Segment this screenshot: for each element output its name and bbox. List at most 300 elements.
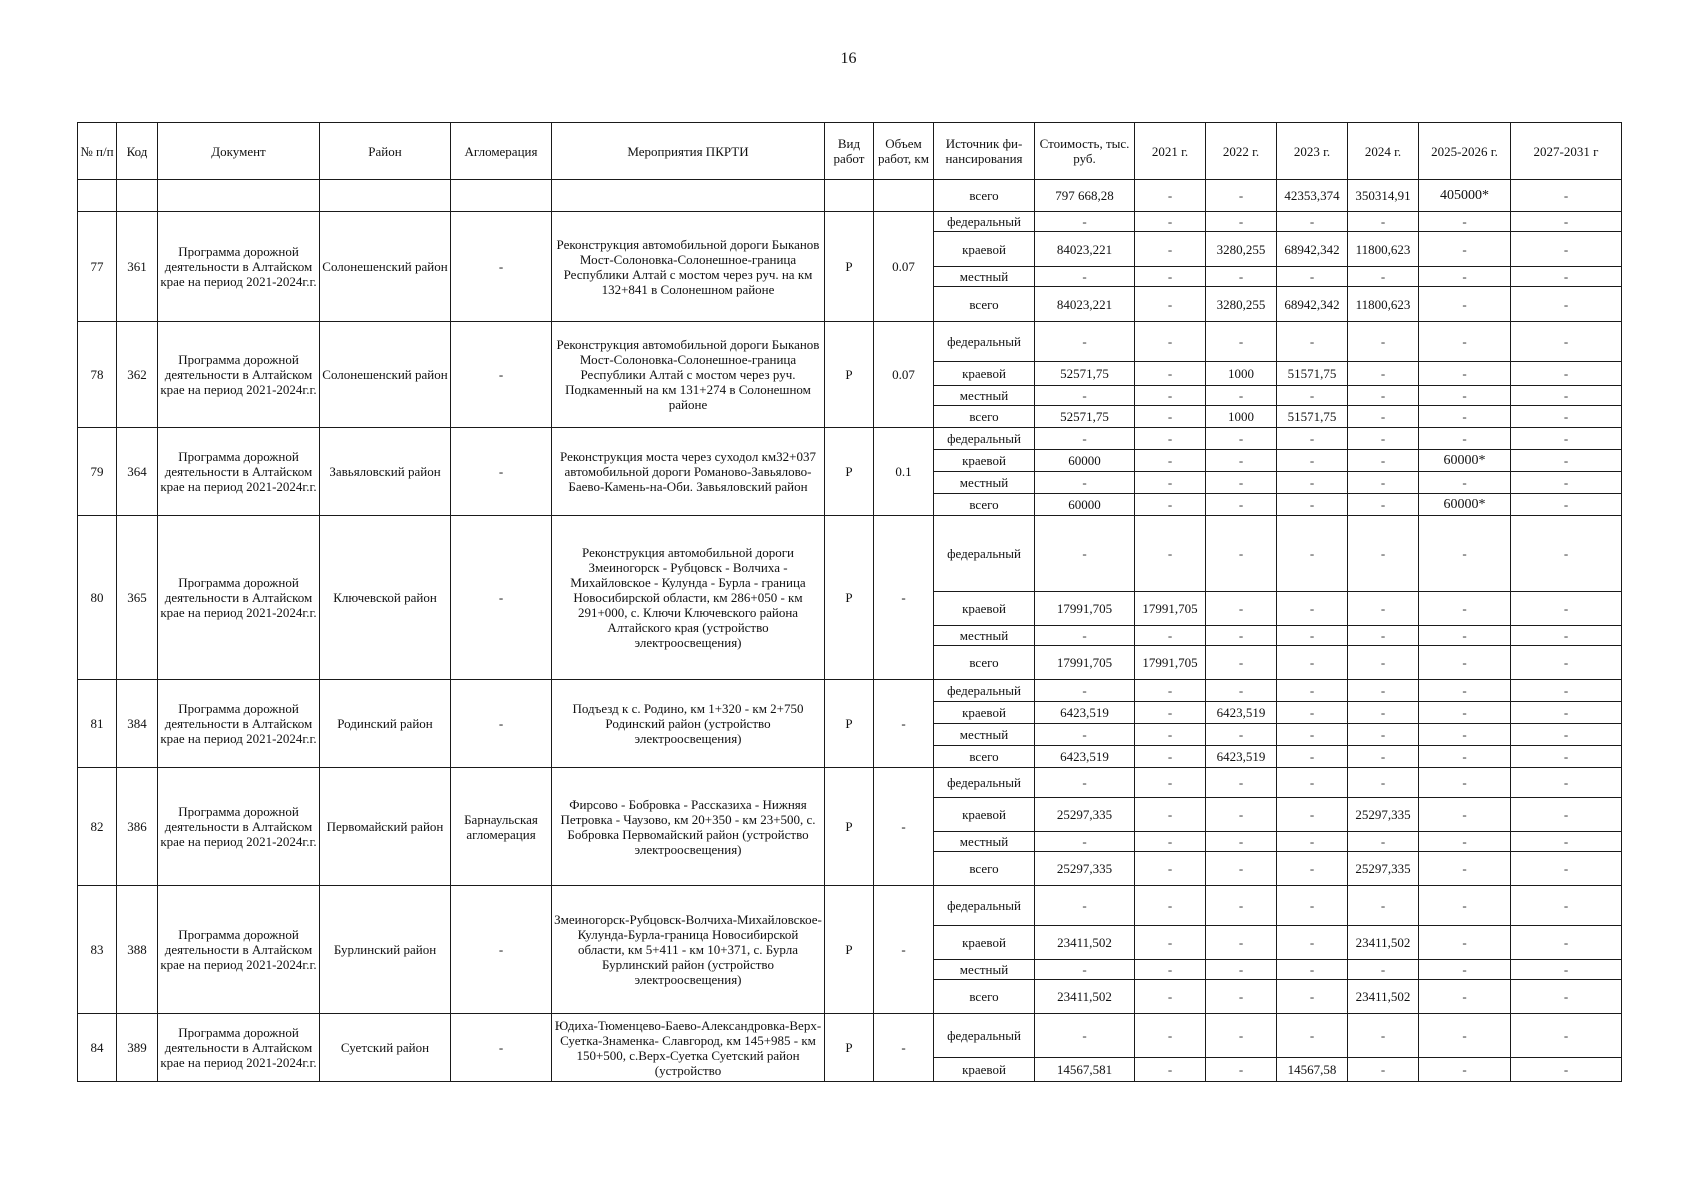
program-table xyxy=(77,122,1622,1082)
y2022-cell: - xyxy=(1206,724,1277,746)
funding-source-cell: всего xyxy=(934,287,1035,322)
y2024-cell: - xyxy=(1348,592,1419,626)
y2021-cell: - xyxy=(1135,980,1206,1014)
y2027-2031-cell: - xyxy=(1511,1058,1622,1082)
work-type-cell: Р xyxy=(825,516,874,680)
y2021-cell: 17991,705 xyxy=(1135,592,1206,626)
y2021-cell: - xyxy=(1135,1058,1206,1082)
row-number-cell: 78 xyxy=(78,322,117,428)
y2027-2031-cell: - xyxy=(1511,362,1622,386)
y2024-cell: - xyxy=(1348,428,1419,450)
y2021-cell: - xyxy=(1135,746,1206,768)
y2021-cell: - xyxy=(1135,362,1206,386)
funding-source-cell: федеральный xyxy=(934,768,1035,798)
cost-cell: 6423,519 xyxy=(1035,702,1135,724)
funding-source-cell: всего xyxy=(934,852,1035,886)
y2024-cell: - xyxy=(1348,832,1419,852)
y2027-2031-cell: - xyxy=(1511,232,1622,267)
y2025-2026-cell: - xyxy=(1419,680,1511,702)
y2027-2031-cell: - xyxy=(1511,472,1622,494)
y2025-2026-cell: - xyxy=(1419,746,1511,768)
y2022-cell: - xyxy=(1206,626,1277,646)
y2024-cell: 25297,335 xyxy=(1348,852,1419,886)
y2023-cell: 42353,374 xyxy=(1277,180,1348,212)
y2025-2026-cell: - xyxy=(1419,406,1511,428)
y2027-2031-cell: - xyxy=(1511,832,1622,852)
y2025-2026-cell: - xyxy=(1419,886,1511,926)
y2027-2031-cell: - xyxy=(1511,428,1622,450)
code-cell: 384 xyxy=(117,680,158,768)
y2027-2031-cell: - xyxy=(1511,980,1622,1014)
y2025-2026-cell: - xyxy=(1419,646,1511,680)
y2022-cell: - xyxy=(1206,494,1277,516)
table-row xyxy=(78,322,1622,362)
funding-source-cell: местный xyxy=(934,267,1035,287)
cost-cell: 52571,75 xyxy=(1035,406,1135,428)
y2025-2026-cell: - xyxy=(1419,852,1511,886)
y2021-cell: - xyxy=(1135,180,1206,212)
y2025-2026-cell: - xyxy=(1419,287,1511,322)
funding-source-cell: федеральный xyxy=(934,516,1035,592)
cost-cell: - xyxy=(1035,267,1135,287)
work-type-cell: Р xyxy=(825,768,874,886)
volume-cell: - xyxy=(874,516,934,680)
y2021-cell: - xyxy=(1135,768,1206,798)
y2025-2026-cell: - xyxy=(1419,362,1511,386)
y2021-cell: 17991,705 xyxy=(1135,646,1206,680)
y2021-cell: - xyxy=(1135,702,1206,724)
y2022-cell: - xyxy=(1206,386,1277,406)
empty-cell xyxy=(320,180,451,212)
y2022-cell: 3280,255 xyxy=(1206,287,1277,322)
y2022-cell: 6423,519 xyxy=(1206,702,1277,724)
y2022-cell: - xyxy=(1206,798,1277,832)
y2023-cell: - xyxy=(1277,886,1348,926)
y2022-cell: - xyxy=(1206,180,1277,212)
y2025-2026-cell: - xyxy=(1419,926,1511,960)
y2027-2031-cell: - xyxy=(1511,180,1622,212)
y2023-cell: - xyxy=(1277,626,1348,646)
y2023-cell: - xyxy=(1277,926,1348,960)
y2022-cell: - xyxy=(1206,832,1277,852)
y2025-2026-cell: - xyxy=(1419,724,1511,746)
y2022-cell: - xyxy=(1206,680,1277,702)
empty-cell xyxy=(451,180,552,212)
district-cell: Первомайский район xyxy=(320,768,451,886)
measure-cell: Реконструкция автомобильной дороги Быканов Мост-Солоновка-Солонешное-граница Республики Алтай с мостом через руч. на км 132+841 в Солонешном районе xyxy=(552,212,825,322)
y2027-2031-cell: - xyxy=(1511,960,1622,980)
y2023-cell: - xyxy=(1277,702,1348,724)
y2021-cell: - xyxy=(1135,852,1206,886)
volume-cell: - xyxy=(874,680,934,768)
y2022-cell: - xyxy=(1206,428,1277,450)
y2025-2026-cell: - xyxy=(1419,798,1511,832)
agglomeration-cell: - xyxy=(451,428,552,516)
y2021-cell: - xyxy=(1135,386,1206,406)
y2025-2026-cell: - xyxy=(1419,592,1511,626)
measure-cell: Подъезд к с. Родино, км 1+320 - км 2+750 Родинский район (устройство электроосвещения) xyxy=(552,680,825,768)
document-cell: Программа дорожной деятельности в Алтайском крае на период 2021-2024г.г. xyxy=(158,322,320,428)
y2027-2031-cell: - xyxy=(1511,322,1622,362)
funding-source-cell: местный xyxy=(934,472,1035,494)
work-type-cell: Р xyxy=(825,212,874,322)
code-cell: 388 xyxy=(117,886,158,1014)
y2025-2026-cell: 60000* xyxy=(1419,494,1511,516)
y2021-cell: - xyxy=(1135,322,1206,362)
y2022-cell: - xyxy=(1206,886,1277,926)
row-number-cell: 79 xyxy=(78,428,117,516)
y2023-cell: - xyxy=(1277,428,1348,450)
cost-cell: 23411,502 xyxy=(1035,926,1135,960)
col-2021-header: 2021 г. xyxy=(1135,123,1206,180)
y2023-cell: 51571,75 xyxy=(1277,362,1348,386)
table-row xyxy=(78,768,1622,798)
funding-source-cell: краевой xyxy=(934,362,1035,386)
cost-cell: 84023,221 xyxy=(1035,287,1135,322)
y2024-cell: 25297,335 xyxy=(1348,798,1419,832)
y2027-2031-cell: - xyxy=(1511,798,1622,832)
cost-cell: - xyxy=(1035,768,1135,798)
code-cell: 386 xyxy=(117,768,158,886)
cost-cell: 14567,581 xyxy=(1035,1058,1135,1082)
y2022-cell: - xyxy=(1206,592,1277,626)
y2022-cell: - xyxy=(1206,267,1277,287)
document-cell: Программа дорожной деятельности в Алтайском крае на период 2021-2024г.г. xyxy=(158,886,320,1014)
y2022-cell: - xyxy=(1206,960,1277,980)
funding-source-cell: всего xyxy=(934,746,1035,768)
work-type-cell: Р xyxy=(825,322,874,428)
work-type-cell: Р xyxy=(825,680,874,768)
agglomeration-cell: - xyxy=(451,516,552,680)
y2023-cell: - xyxy=(1277,646,1348,680)
work-type-cell: Р xyxy=(825,428,874,516)
table-header-row xyxy=(78,123,1622,180)
y2024-cell: - xyxy=(1348,472,1419,494)
y2021-cell: - xyxy=(1135,724,1206,746)
y2027-2031-cell: - xyxy=(1511,746,1622,768)
funding-source-cell: краевой xyxy=(934,702,1035,724)
y2022-cell: 1000 xyxy=(1206,362,1277,386)
col-2024-header: 2024 г. xyxy=(1348,123,1419,180)
volume-cell: 0.07 xyxy=(874,212,934,322)
y2025-2026-cell: - xyxy=(1419,386,1511,406)
y2025-2026-cell: - xyxy=(1419,428,1511,450)
cost-cell: - xyxy=(1035,428,1135,450)
y2022-cell: 6423,519 xyxy=(1206,746,1277,768)
funding-source-cell: краевой xyxy=(934,926,1035,960)
document-cell: Программа дорожной деятельности в Алтайском крае на период 2021-2024г.г. xyxy=(158,768,320,886)
funding-source-cell: всего xyxy=(934,406,1035,428)
funding-source-cell: федеральный xyxy=(934,428,1035,450)
cost-cell: - xyxy=(1035,472,1135,494)
row-number-cell: 80 xyxy=(78,516,117,680)
y2027-2031-cell: - xyxy=(1511,450,1622,472)
funding-source-cell: краевой xyxy=(934,798,1035,832)
empty-cell xyxy=(117,180,158,212)
volume-cell: 0.07 xyxy=(874,322,934,428)
table-row xyxy=(78,1014,1622,1058)
y2022-cell: 1000 xyxy=(1206,406,1277,428)
y2027-2031-cell: - xyxy=(1511,852,1622,886)
district-cell: Родинский район xyxy=(320,680,451,768)
y2023-cell: 68942,342 xyxy=(1277,232,1348,267)
volume-cell: - xyxy=(874,768,934,886)
y2021-cell: - xyxy=(1135,680,1206,702)
y2021-cell: - xyxy=(1135,450,1206,472)
y2027-2031-cell: - xyxy=(1511,1014,1622,1058)
y2023-cell: - xyxy=(1277,724,1348,746)
y2027-2031-cell: - xyxy=(1511,702,1622,724)
y2027-2031-cell: - xyxy=(1511,406,1622,428)
col-2022-header: 2022 г. xyxy=(1206,123,1277,180)
y2027-2031-cell: - xyxy=(1511,680,1622,702)
district-cell: Ключевской район xyxy=(320,516,451,680)
y2024-cell: - xyxy=(1348,1058,1419,1082)
funding-source-cell: местный xyxy=(934,832,1035,852)
y2022-cell: - xyxy=(1206,450,1277,472)
y2025-2026-cell: - xyxy=(1419,768,1511,798)
y2025-2026-cell: 405000* xyxy=(1419,180,1511,212)
y2025-2026-cell: - xyxy=(1419,980,1511,1014)
y2027-2031-cell: - xyxy=(1511,386,1622,406)
col-measure-header: Мероприятия ПКРТИ xyxy=(552,123,825,180)
y2023-cell: - xyxy=(1277,516,1348,592)
y2022-cell: - xyxy=(1206,1014,1277,1058)
y2024-cell: - xyxy=(1348,212,1419,232)
y2024-cell: 11800,623 xyxy=(1348,232,1419,267)
agglomeration-cell: - xyxy=(451,212,552,322)
y2021-cell: - xyxy=(1135,960,1206,980)
cost-cell: - xyxy=(1035,886,1135,926)
district-cell: Бурлинский район xyxy=(320,886,451,1014)
y2027-2031-cell: - xyxy=(1511,768,1622,798)
y2024-cell: 23411,502 xyxy=(1348,926,1419,960)
funding-source-cell: всего xyxy=(934,980,1035,1014)
volume-cell: - xyxy=(874,886,934,1014)
y2021-cell: - xyxy=(1135,516,1206,592)
y2024-cell: - xyxy=(1348,386,1419,406)
table-row xyxy=(78,212,1622,232)
y2024-cell: - xyxy=(1348,886,1419,926)
y2021-cell: - xyxy=(1135,287,1206,322)
funding-source-cell: всего xyxy=(934,180,1035,212)
y2024-cell: - xyxy=(1348,702,1419,724)
volume-cell: 0.1 xyxy=(874,428,934,516)
document-cell: Программа дорожной деятельности в Алтайском крае на период 2021-2024г.г. xyxy=(158,428,320,516)
cost-cell: 23411,502 xyxy=(1035,980,1135,1014)
y2022-cell: - xyxy=(1206,980,1277,1014)
document-cell: Программа дорожной деятельности в Алтайском крае на период 2021-2024г.г. xyxy=(158,680,320,768)
table-row xyxy=(78,428,1622,450)
district-cell: Солонешенский район xyxy=(320,322,451,428)
document-cell: Программа дорожной деятельности в Алтайском крае на период 2021-2024г.г. xyxy=(158,1014,320,1082)
code-cell: 364 xyxy=(117,428,158,516)
agglomeration-cell: - xyxy=(451,886,552,1014)
cost-cell: - xyxy=(1035,724,1135,746)
y2024-cell: - xyxy=(1348,1014,1419,1058)
table-row xyxy=(78,516,1622,592)
cost-cell: - xyxy=(1035,680,1135,702)
funding-source-cell: местный xyxy=(934,960,1035,980)
y2027-2031-cell: - xyxy=(1511,724,1622,746)
measure-cell: Змеиногорск-Рубцовск-Волчиха-Михайловское-Кулунда-Бурла-граница Новосибирской области, км 5+411 - км 10+371, с. Бурла Бурлинский район (устройство электроосвещения) xyxy=(552,886,825,1014)
y2021-cell: - xyxy=(1135,798,1206,832)
y2027-2031-cell: - xyxy=(1511,626,1622,646)
y2022-cell: - xyxy=(1206,322,1277,362)
y2021-cell: - xyxy=(1135,267,1206,287)
y2023-cell: - xyxy=(1277,386,1348,406)
y2023-cell: - xyxy=(1277,768,1348,798)
y2023-cell: - xyxy=(1277,494,1348,516)
cost-cell: 25297,335 xyxy=(1035,798,1135,832)
y2023-cell: - xyxy=(1277,960,1348,980)
y2027-2031-cell: - xyxy=(1511,212,1622,232)
y2024-cell: - xyxy=(1348,322,1419,362)
page-number: 16 xyxy=(840,50,857,67)
y2023-cell: 68942,342 xyxy=(1277,287,1348,322)
col-2027-2031-header: 2027-2031 г xyxy=(1511,123,1622,180)
funding-source-cell: краевой xyxy=(934,1058,1035,1082)
y2025-2026-cell: - xyxy=(1419,626,1511,646)
funding-source-cell: местный xyxy=(934,724,1035,746)
y2025-2026-cell: - xyxy=(1419,1014,1511,1058)
measure-cell: Реконструкция автомобильной дороги Быканов Мост-Солоновка-Солонешное-граница Республики Алтай с мостом через руч. Подкаменный на км 131+274 в Солонешном районе xyxy=(552,322,825,428)
y2021-cell: - xyxy=(1135,212,1206,232)
y2022-cell: - xyxy=(1206,212,1277,232)
cost-cell: - xyxy=(1035,322,1135,362)
col-2023-header: 2023 г. xyxy=(1277,123,1348,180)
code-cell: 362 xyxy=(117,322,158,428)
y2025-2026-cell: 60000* xyxy=(1419,450,1511,472)
cost-cell: - xyxy=(1035,1014,1135,1058)
funding-source-cell: федеральный xyxy=(934,680,1035,702)
y2024-cell: 11800,623 xyxy=(1348,287,1419,322)
y2025-2026-cell: - xyxy=(1419,232,1511,267)
funding-source-cell: федеральный xyxy=(934,886,1035,926)
y2021-cell: - xyxy=(1135,886,1206,926)
y2023-cell: - xyxy=(1277,267,1348,287)
cost-cell: 84023,221 xyxy=(1035,232,1135,267)
funding-source-cell: федеральный xyxy=(934,1014,1035,1058)
y2023-cell: - xyxy=(1277,980,1348,1014)
col-volume-header: Объем работ, км xyxy=(874,123,934,180)
measure-cell: Реконструкция моста через суходол км32+037 автомобильной дороги Романово-Завьялово-Баево-Камень-на-Оби. Завьяловский район xyxy=(552,428,825,516)
y2024-cell: - xyxy=(1348,406,1419,428)
y2025-2026-cell: - xyxy=(1419,472,1511,494)
y2027-2031-cell: - xyxy=(1511,494,1622,516)
y2024-cell: - xyxy=(1348,362,1419,386)
y2024-cell: - xyxy=(1348,516,1419,592)
table-row xyxy=(78,180,1622,212)
empty-cell xyxy=(158,180,320,212)
measure-cell: Реконструкция автомобильной дороги Змеиногорск - Рубцовск - Волчиха - Михайловское - Кулунда - Бурла - граница Новосибирской области, км 286+050 - км 291+000, с. Ключи Ключевского района Алтайского края (устройство электроосвещения) xyxy=(552,516,825,680)
y2024-cell: - xyxy=(1348,494,1419,516)
cost-cell: - xyxy=(1035,516,1135,592)
y2025-2026-cell: - xyxy=(1419,322,1511,362)
district-cell: Завьяловский район xyxy=(320,428,451,516)
funding-source-cell: краевой xyxy=(934,232,1035,267)
table-row xyxy=(78,886,1622,926)
funding-source-cell: федеральный xyxy=(934,212,1035,232)
district-cell: Суетский район xyxy=(320,1014,451,1082)
empty-cell xyxy=(874,180,934,212)
volume-cell: - xyxy=(874,1014,934,1082)
cost-cell: - xyxy=(1035,386,1135,406)
cost-cell: - xyxy=(1035,212,1135,232)
y2021-cell: - xyxy=(1135,472,1206,494)
y2023-cell: - xyxy=(1277,450,1348,472)
code-cell: 365 xyxy=(117,516,158,680)
row-number-cell: 77 xyxy=(78,212,117,322)
agglomeration-cell: Барнаульская агломерация xyxy=(451,768,552,886)
cost-cell: - xyxy=(1035,960,1135,980)
funding-source-cell: всего xyxy=(934,646,1035,680)
y2025-2026-cell: - xyxy=(1419,1058,1511,1082)
row-number-cell: 84 xyxy=(78,1014,117,1082)
y2021-cell: - xyxy=(1135,926,1206,960)
document-cell: Программа дорожной деятельности в Алтайском крае на период 2021-2024г.г. xyxy=(158,516,320,680)
y2025-2026-cell: - xyxy=(1419,267,1511,287)
y2022-cell: - xyxy=(1206,516,1277,592)
y2024-cell: - xyxy=(1348,267,1419,287)
row-number-cell: 82 xyxy=(78,768,117,886)
y2023-cell: - xyxy=(1277,212,1348,232)
col-cost-header: Стоимость, тыс. руб. xyxy=(1035,123,1135,180)
y2023-cell: - xyxy=(1277,832,1348,852)
cost-cell: 25297,335 xyxy=(1035,852,1135,886)
y2022-cell: - xyxy=(1206,472,1277,494)
code-cell: 361 xyxy=(117,212,158,322)
cost-cell: 797 668,28 xyxy=(1035,180,1135,212)
funding-source-cell: краевой xyxy=(934,450,1035,472)
y2024-cell: - xyxy=(1348,746,1419,768)
district-cell: Солонешенский район xyxy=(320,212,451,322)
col-district-header: Район xyxy=(320,123,451,180)
agglomeration-cell: - xyxy=(451,680,552,768)
y2023-cell: - xyxy=(1277,592,1348,626)
col-num-header: № п/п xyxy=(78,123,117,180)
measure-cell: Юдиха-Тюменцево-Баево-Александровка-Верх- Суетка-Знаменка- Славгород, км 145+985 - км 150+500, с.Верх-Суетка Суетский район (устройство xyxy=(552,1014,825,1082)
y2024-cell: - xyxy=(1348,724,1419,746)
y2024-cell: - xyxy=(1348,450,1419,472)
y2021-cell: - xyxy=(1135,428,1206,450)
y2024-cell: - xyxy=(1348,960,1419,980)
cost-cell: - xyxy=(1035,626,1135,646)
cost-cell: 17991,705 xyxy=(1035,646,1135,680)
col-document-header: Документ xyxy=(158,123,320,180)
y2027-2031-cell: - xyxy=(1511,287,1622,322)
y2025-2026-cell: - xyxy=(1419,960,1511,980)
work-type-cell: Р xyxy=(825,886,874,1014)
y2023-cell: - xyxy=(1277,472,1348,494)
document-cell: Программа дорожной деятельности в Алтайском крае на период 2021-2024г.г. xyxy=(158,212,320,322)
row-number-cell: 83 xyxy=(78,886,117,1014)
y2023-cell: - xyxy=(1277,322,1348,362)
agglomeration-cell: - xyxy=(451,1014,552,1082)
col-2025-2026-header: 2025-2026 г. xyxy=(1419,123,1511,180)
code-cell: 389 xyxy=(117,1014,158,1082)
y2027-2031-cell: - xyxy=(1511,516,1622,592)
y2025-2026-cell: - xyxy=(1419,212,1511,232)
y2023-cell: 51571,75 xyxy=(1277,406,1348,428)
y2025-2026-cell: - xyxy=(1419,702,1511,724)
y2023-cell: - xyxy=(1277,1014,1348,1058)
y2024-cell: - xyxy=(1348,626,1419,646)
funding-source-cell: местный xyxy=(934,386,1035,406)
y2021-cell: - xyxy=(1135,406,1206,428)
y2022-cell: - xyxy=(1206,852,1277,886)
y2024-cell: 23411,502 xyxy=(1348,980,1419,1014)
